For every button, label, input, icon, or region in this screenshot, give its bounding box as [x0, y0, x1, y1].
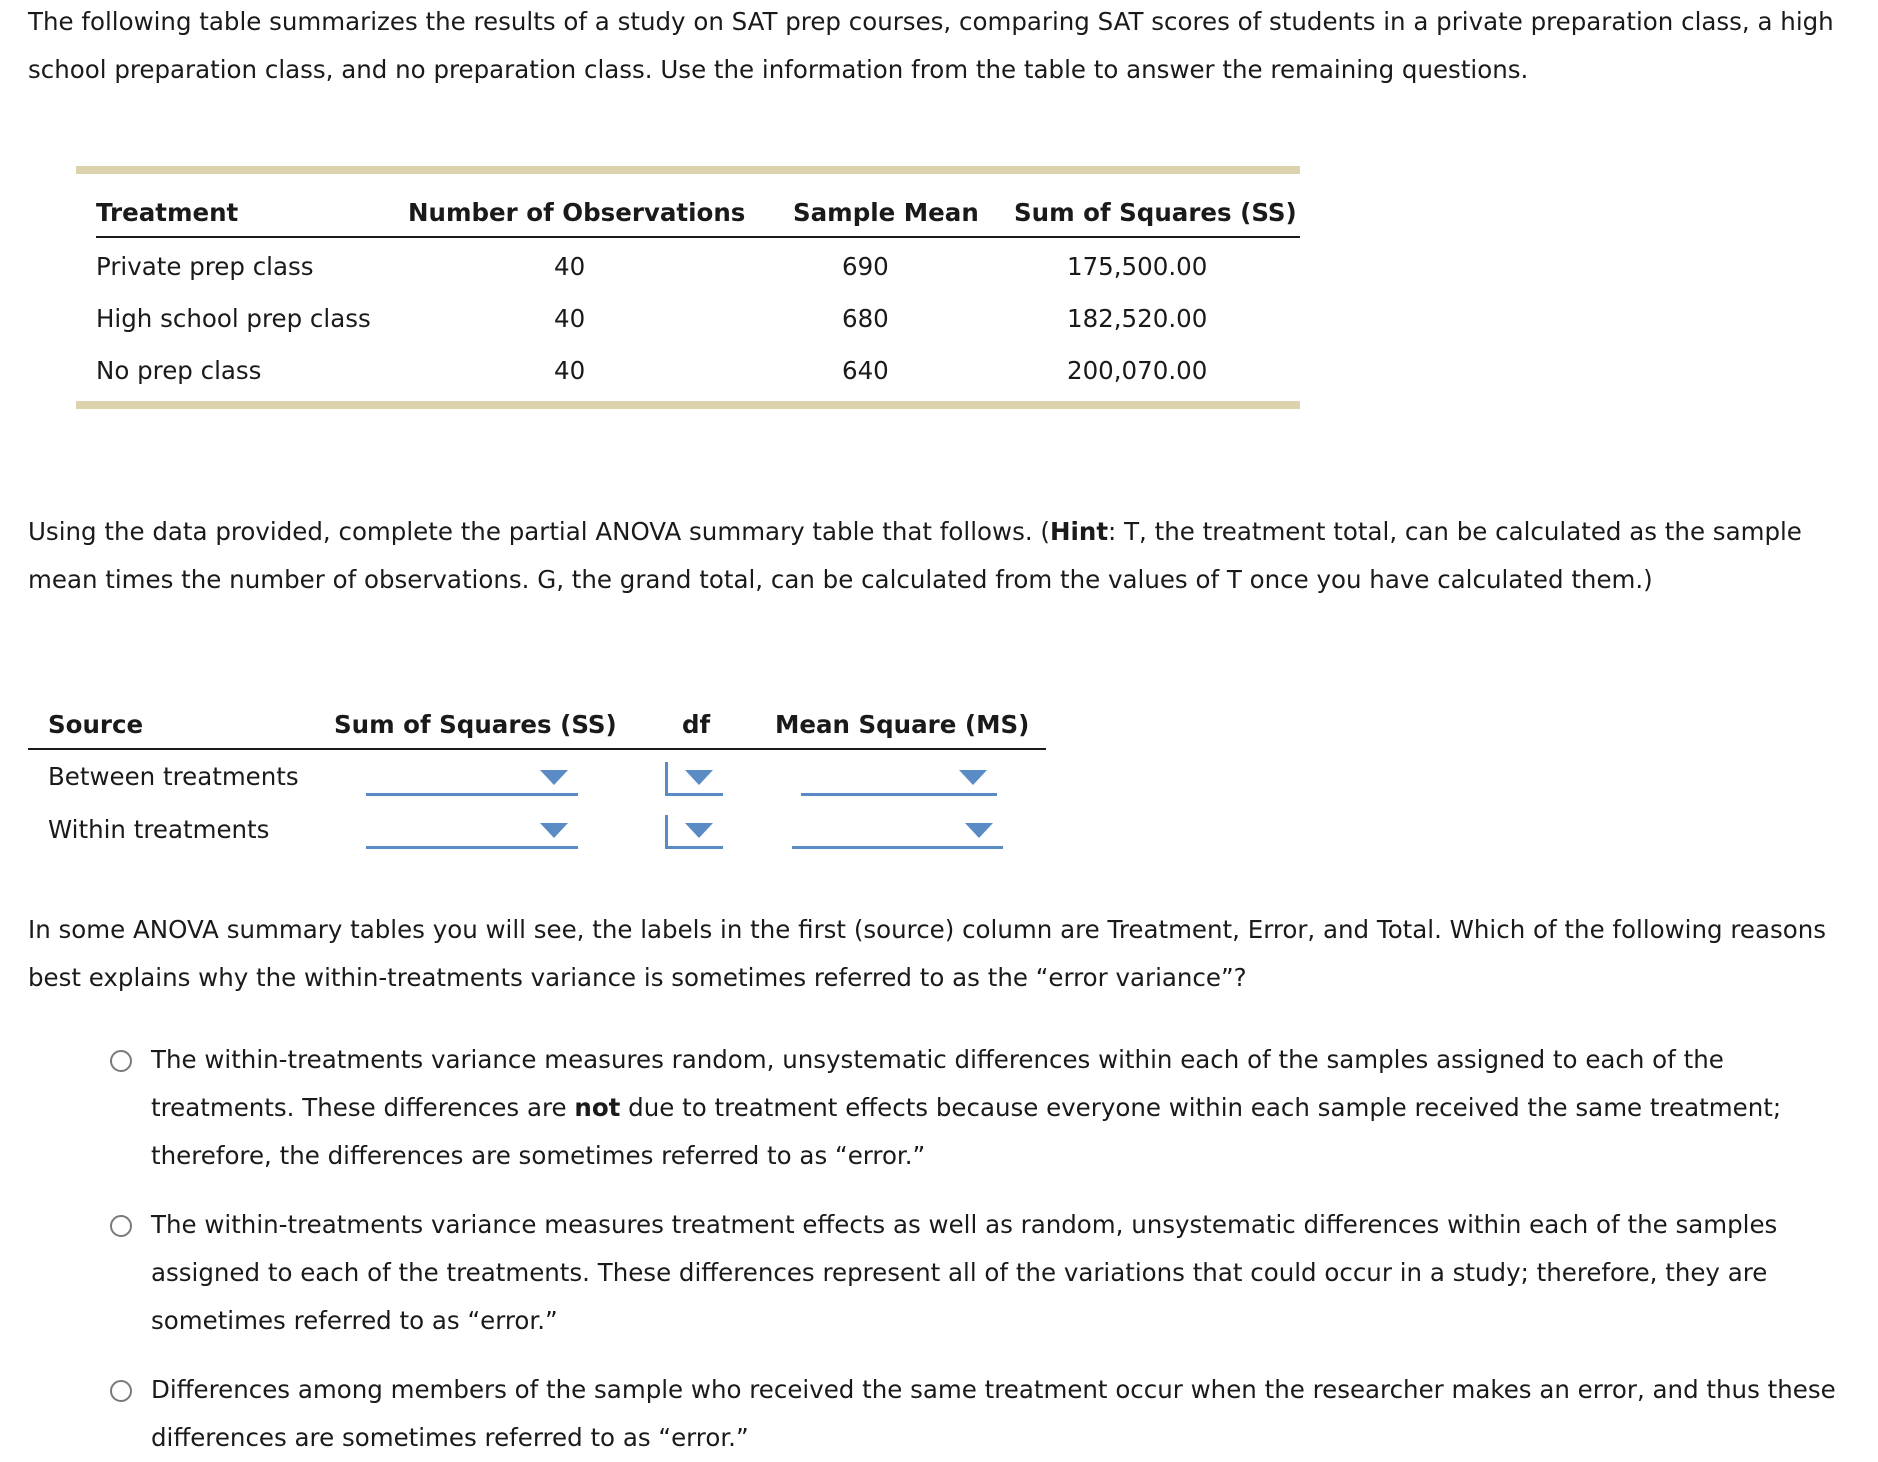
option-bold-word: not [574, 1093, 621, 1122]
option-text-before: The within-treatments variance measures random, unsystematic differences within each of the samples assigned to each of the treatments. These differences are [151, 1045, 1724, 1122]
header-number-of-observations: Number of Observations [408, 198, 746, 227]
data-table [76, 166, 1300, 409]
header-source: Source [48, 710, 144, 739]
option-text-after: due to treatment effects because everyone within each sample received the same treatment; therefore, the differences are sometimes referred to as “error.” [151, 1093, 1782, 1170]
header-anova-ms: Mean Square (MS) [775, 710, 1030, 739]
header-anova-ss: Sum of Squares (SS) [334, 710, 617, 739]
ss-cell: 200,070.00 [1067, 356, 1208, 385]
anova-table-header [28, 710, 1046, 750]
header-anova-df: df [682, 710, 711, 739]
option-text: Differences among members of the sample who received the same treatment occur when the researcher makes an error, and thus these differences are sometimes referred to as “error.” [151, 1375, 1836, 1452]
ss-cell: 175,500.00 [1067, 252, 1208, 281]
radio-button[interactable] [110, 1050, 132, 1072]
hint-paragraph [28, 508, 1868, 604]
hint-text-after: : T, the treatment total, can be calculated as the sample mean times the number of observations. G, the grand total, can be calculated from the values of T once you have calculated them.) [28, 517, 1802, 594]
mean-cell: 680 [842, 304, 889, 333]
intro-paragraph: The following table summarizes the results of a study on SAT prep courses, comparing SAT scores of students in a private preparation class, a high school preparation class, and no preparation class. Use the information from the table to answer the remaining questions. [28, 7, 1834, 84]
header-sum-of-squares: Sum of Squares (SS) [1014, 198, 1297, 227]
within-df-dropdown[interactable] [665, 815, 723, 849]
table-row [76, 304, 1300, 356]
dropdown-left-bar [665, 762, 668, 796]
between-ss-dropdown[interactable] [366, 762, 578, 796]
hint-text-before: Using the data provided, complete the partial ANOVA summary table that follows. ( [28, 517, 1050, 546]
option-text [151, 1036, 1851, 1180]
between-ms-dropdown[interactable] [801, 762, 997, 796]
ss-cell: 182,520.00 [1067, 304, 1208, 333]
data-table-header [96, 198, 1300, 238]
hint-label: Hint [1049, 517, 1109, 546]
source-within-treatments: Within treatments [48, 815, 270, 844]
observations-cell: 40 [554, 304, 586, 333]
dropdown-left-bar [665, 815, 668, 849]
mean-cell: 640 [842, 356, 889, 385]
header-treatment: Treatment [96, 198, 239, 227]
chevron-down-icon [685, 823, 713, 838]
between-df-dropdown[interactable] [665, 762, 723, 796]
treatment-cell: Private prep class [96, 252, 314, 281]
header-sample-mean: Sample Mean [793, 198, 979, 227]
radio-button[interactable] [110, 1215, 132, 1237]
mean-cell: 690 [842, 252, 889, 281]
chevron-down-icon [959, 770, 987, 785]
treatment-cell: High school prep class [96, 304, 371, 333]
within-ss-dropdown[interactable] [366, 815, 578, 849]
radio-button[interactable] [110, 1380, 132, 1402]
within-ms-dropdown[interactable] [792, 815, 1003, 849]
treatment-cell: No prep class [96, 356, 262, 385]
table-row [76, 356, 1300, 408]
option-text: The within-treatments variance measures treatment effects as well as random, unsystematic differences within each of the samples assigned to each of the treatments. These differences represent all of the variations that could occur in a study; therefore, they are sometimes referred to as “error.” [151, 1210, 1778, 1335]
chevron-down-icon [540, 770, 568, 785]
table-row [76, 252, 1300, 304]
source-between-treatments: Between treatments [48, 762, 299, 791]
observations-cell: 40 [554, 252, 586, 281]
observations-cell: 40 [554, 356, 586, 385]
chevron-down-icon [685, 770, 713, 785]
chevron-down-icon [965, 823, 993, 838]
chevron-down-icon [540, 823, 568, 838]
question-text: In some ANOVA summary tables you will see, the labels in the first (source) column are Treatment, Error, and Total. Which of the following reasons best explains why the within-treatments variance is sometimes referred to as the “error variance”? [28, 915, 1827, 992]
